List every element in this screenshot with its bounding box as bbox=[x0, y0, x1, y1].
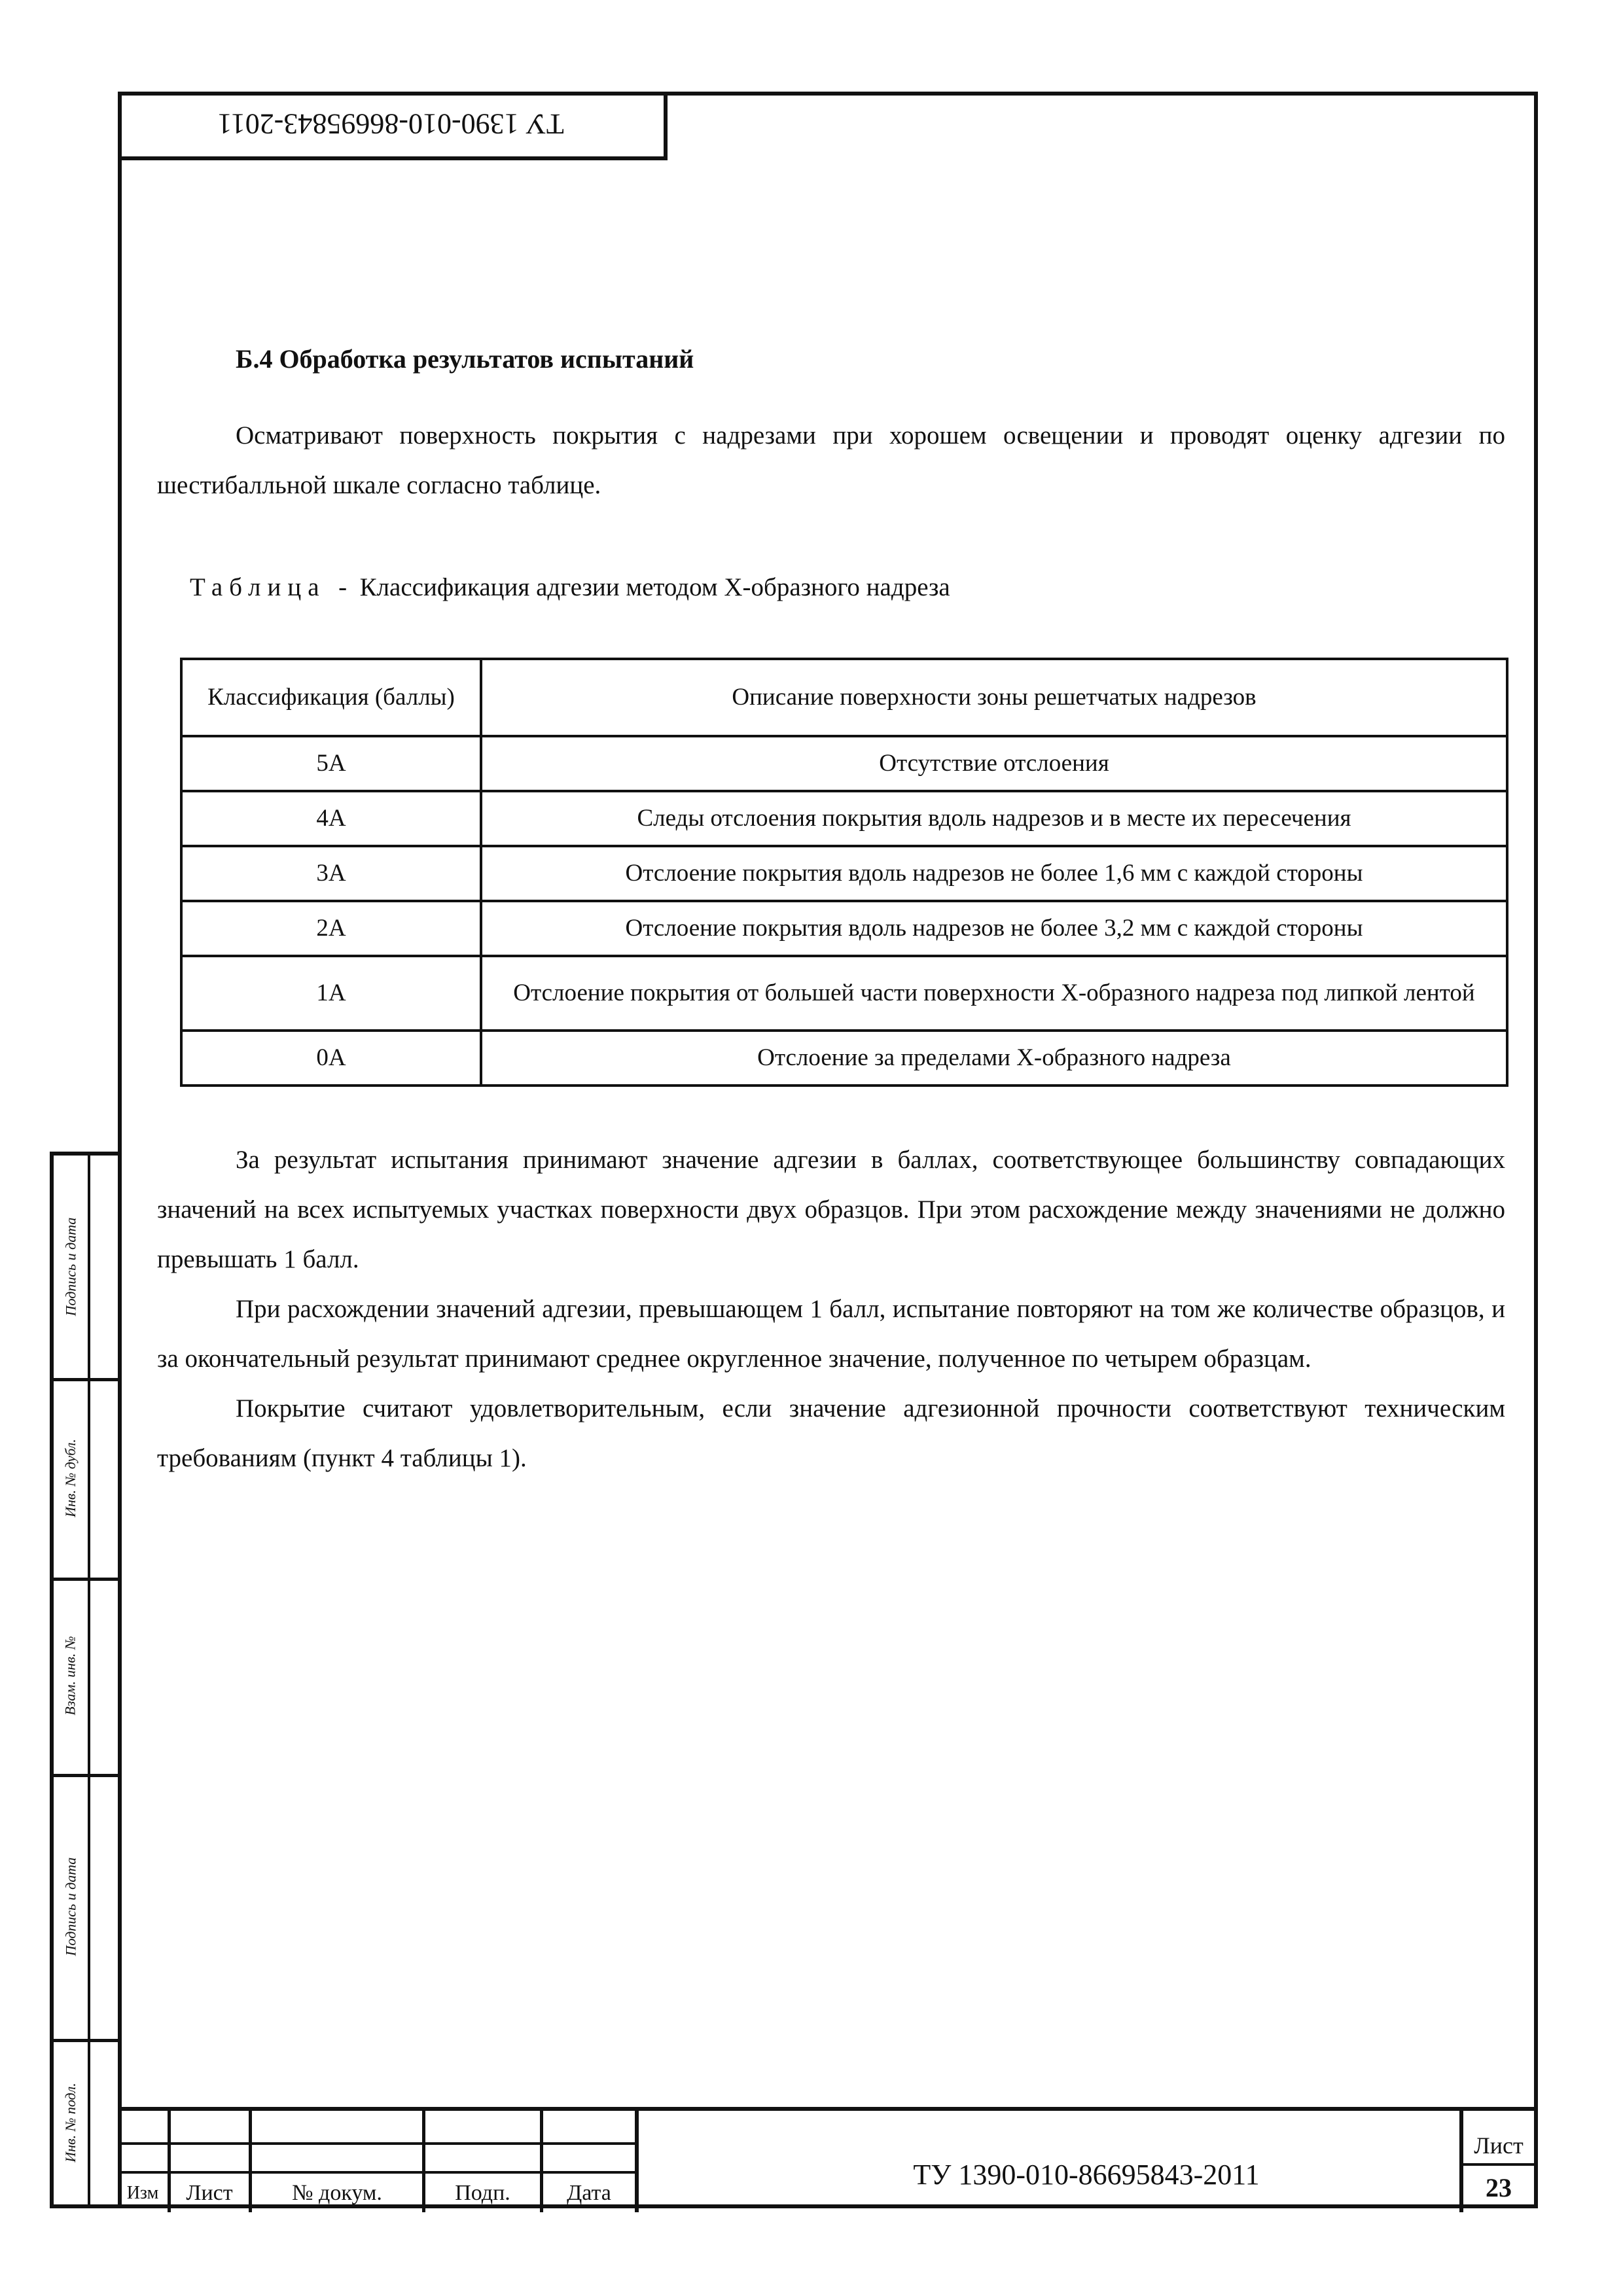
table-caption-separator: - bbox=[338, 573, 348, 601]
table-cell-score: 0А bbox=[181, 1031, 481, 1086]
table-cell-score: 1А bbox=[181, 956, 481, 1031]
table-cell-description: Отсутствие отслоения bbox=[481, 736, 1507, 791]
table-row bbox=[181, 1031, 1507, 1086]
side-label-signature-date-2: Подпись и дата bbox=[62, 1857, 79, 1956]
section-heading: Б.4 Обработка результатов испытаний bbox=[236, 344, 694, 374]
column-label-date: Дата bbox=[567, 2180, 611, 2205]
side-strip-column-divider bbox=[88, 1156, 90, 2204]
column-label-document-number: № докум. bbox=[292, 2180, 382, 2205]
sheet-number: 23 bbox=[1486, 2173, 1512, 2202]
table-row bbox=[181, 736, 1507, 791]
intro-paragraph: Осматривают поверхность покрытия с надрезами при хорошем освещении и проводят оценку адгезии по шестибалльной шкале согласно таблице. bbox=[157, 421, 1505, 499]
table-cell-description: Отслоение за пределами Х-образного надреза bbox=[481, 1031, 1507, 1086]
table-cell-description: Отслоение покрытия от большей части поверхности Х-образного надреза под липкой лентой bbox=[481, 956, 1507, 1031]
table-cell-score: 2А bbox=[181, 901, 481, 956]
paragraph-acceptance: Покрытие считают удовлетворительным, если значение адгезионной прочности соответствуют техническим требованиям (пункт 4 таблицы 1). bbox=[157, 1394, 1505, 1472]
column-label-change: Изм bbox=[126, 2182, 159, 2203]
table-cell-score: 4А bbox=[181, 791, 481, 846]
title-block-line bbox=[118, 2142, 635, 2145]
paragraph-discrepancy: При расхождении значений адгезии, превышающем 1 балл, испытание повторяют на том же количестве образцов, и за окончательный результат принимают среднее округленное значение, полученное по четырем образцам. bbox=[157, 1295, 1505, 1373]
side-label-replace-inv: Взам. инв. № bbox=[62, 1636, 79, 1716]
table-row bbox=[181, 956, 1507, 1031]
table-cell-description: Отслоение покрытия вдоль надрезов не более 3,2 мм с каждой стороны bbox=[481, 901, 1507, 956]
column-label-signature: Подп. bbox=[455, 2180, 510, 2205]
table-caption-text: Классификация адгезии методом Х-образного надреза bbox=[359, 573, 950, 601]
adhesion-classification-table bbox=[180, 658, 1508, 1087]
sheet-label: Лист bbox=[1474, 2132, 1524, 2159]
side-label-duplicate-inv: Инв. № дубл. bbox=[62, 1438, 79, 1517]
title-block bbox=[118, 2107, 1538, 2208]
side-label-signature-date: Подпись и дата bbox=[62, 1217, 79, 1316]
table-cell-score: 3А bbox=[181, 846, 481, 901]
table-row bbox=[181, 791, 1507, 846]
table-caption bbox=[190, 573, 950, 602]
side-label-original-inv: Инв. № подл. bbox=[62, 2082, 79, 2163]
document-code: ТУ 1390-010-86695843-2011 bbox=[913, 2159, 1260, 2191]
results-paragraphs bbox=[157, 1135, 1505, 1483]
column-label-sheet: Лист bbox=[186, 2180, 233, 2205]
top-stamp bbox=[118, 92, 668, 160]
table-caption-label: Таблица bbox=[190, 573, 326, 601]
paragraph-result-value: За результат испытания принимают значение адгезии в баллах, соответствующее большинству совпадающих значений на всех испытуемых участках поверхности двух образцов. При этом расхождение между значениями не должно превышать 1 балл. bbox=[157, 1146, 1505, 1273]
side-binding-strip bbox=[50, 1152, 118, 2208]
table-cell-description: Следы отслоения покрытия вдоль надрезов и в месте их пересечения bbox=[481, 791, 1507, 846]
table-row bbox=[181, 846, 1507, 901]
top-stamp-code: ТУ 1390-010-86695843-2011 bbox=[217, 108, 564, 140]
table-cell-description: Отслоение покрытия вдоль надрезов не более 1,6 мм с каждой стороны bbox=[481, 846, 1507, 901]
table-header-classification: Классификация (баллы) bbox=[181, 659, 481, 736]
table-row bbox=[181, 901, 1507, 956]
table-header-row bbox=[181, 659, 1507, 736]
table-header-description: Описание поверхности зоны решетчатых надрезов bbox=[481, 659, 1507, 736]
table-cell-score: 5А bbox=[181, 736, 481, 791]
